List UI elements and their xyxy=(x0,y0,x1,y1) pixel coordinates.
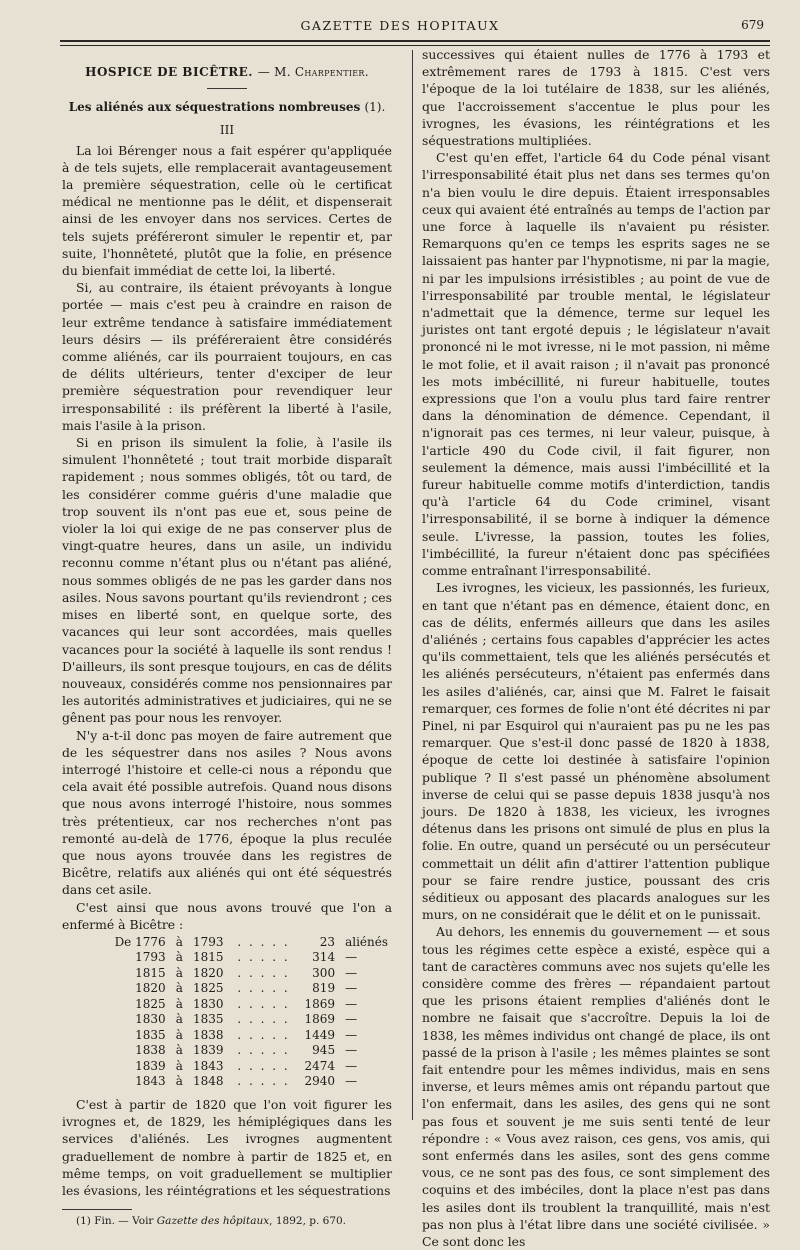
stats-to-year: 1843 xyxy=(193,1058,224,1073)
stats-to-year: 1835 xyxy=(193,1012,224,1027)
stats-to-year: 1848 xyxy=(193,1074,224,1089)
stats-leader-dots: . . . . . xyxy=(237,950,290,965)
article-author: — M. Charpentier. xyxy=(257,65,369,79)
paragraph: Les ivrognes, les vicieux, les passionnés, les furieux, en tant que n'étant pas en démence, étaient donc, en cas de délits, enfermés ailleurs que dans les asiles d'aliénés ; certains fous capables d'apprécier les actes qu'ils commettaient, tels que les aliénés persécutés et les aliénés persécuteurs, n'étaient pas enfermés dans les asiles d'aliénés, car, ainsi que M. Falret le faisait remarquer, ces formes de folie n'ont été décrites ni par Pinel, ni par Esquirol qui n'auraient pas pu ne les pas remarquer. Que s'est-il donc passé de 1820 à 1838, époque de cette loi destinée à satisfaire l'opinion publique ? Il s'est passé un phénomène absolument inverse de celui qui se passe depuis 1838 jusqu'à nos jours. De 1820 à 1838, les vicieux, les ivrognes détenus dans les prisons ont simulé de plus en plus la folie. En outre, quand un persécuté ou un persécuteur commettait un délit afin d'attirer l'attention publique pour se faire rendre justice, poussant des cris séditieux ou apposant des placards analogues sur les murs, on ne considérait que le délit et on le punissait. xyxy=(422,580,770,923)
table-row xyxy=(110,1028,392,1044)
table-row xyxy=(110,935,392,951)
stats-unit: aliénés xyxy=(345,934,388,949)
article-title xyxy=(62,64,392,81)
article-title-main: HOSPICE DE BICÊTRE. xyxy=(85,65,253,79)
running-header: GAZETTE DES HOPITAUX xyxy=(300,18,500,33)
paragraph: Au dehors, les ennemis du gouvernement — et sous tous les régimes cette espèce a existé, espèce qui a tant de caractères communs avec nos sujets qu'elle les considère comme des frères — répandaient partout que les prisons étaient remplies d'aliénés dont le nombre ne faisait que s'accroître. Depuis la loi de 1838, les mêmes individus ont changé de place, ils ont passé de la prison à l'asile ; les mêmes plaintes se sont fait entendre pour les mêmes individus, mais en sens inverse, et leurs mêmes amis ont répandu partout que l'on enfermait, dans les asiles, des gens qui ne sont pas fous et souvent je me suis senti tenté de leur répondre : « Vous avez raison, ces gens, vos amis, qui sont enfermés dans les asiles, sont des gens comme vous, ce ne sont pas des fous, ce sont simplement des coquins et des imbéciles, dont la place n'est pas dans les asiles dont ils troublent la tranquillité, mais n'est pas non plus à l'état libre dans une société civilisée. » Ce sont donc les xyxy=(422,924,770,1250)
stats-count: 300 xyxy=(312,965,336,980)
stats-unit: — xyxy=(345,965,358,980)
stats-count: 314 xyxy=(312,950,336,965)
paragraph: C'est qu'en effet, l'article 64 du Code pénal visant l'irresponsabilité était plus net dans ses termes qu'on n'a bien voulu le dire depuis. Étaient irresponsables ceux qui avaient été entraînés au temps de l'action par une force à laquelle ils n'avaient pu résister. Remarquons qu'en ce temps les esprits sages ne se laissaient pas hanter par l'hypnotisme, ni par la magie, ni par les impulsions irrésistibles ; au point de vue de l'irresponsabilité par trouble mental, le législateur n'admettait que la démence, terme sur lequel les juristes ont tant ergoté depuis ; le législateur n'avait prononcé ni le mot ivresse, ni le mot passion, ni même le mot folie, et il avait raison ; il n'avait pas prononcé les mots imbécillité, ni fureur habituelle, toutes expressions que l'on a voulu plus tard faire rentrer dans la dénomination de démence. Cependant, il n'ignorait pas ces termes, ni leur valeur, puisque, à l'article 490 du Code civil, il fait figurer, non seulement la démence, mais aussi l'imbécillité et la fureur habituelle comme motifs d'interdiction, tandis qu'à l'article 64 du Code criminel, visant l'irresponsabilité, il se borne à indiquer la démence seule. L'ivresse, la passion, toutes les folies, l'imbécillité, la fureur n'étaient donc pas spécifiées comme entraînant l'irresponsabilité. xyxy=(422,150,770,579)
stats-to-year: 1838 xyxy=(193,1027,224,1042)
stats-separator: à xyxy=(175,1058,183,1073)
stats-unit: — xyxy=(345,1043,358,1058)
stats-count: 2474 xyxy=(304,1058,336,1073)
stats-from-year: 1815 xyxy=(135,965,166,980)
stats-to-year: 1825 xyxy=(193,981,224,996)
stats-to-year: 1820 xyxy=(193,965,224,980)
stats-separator: à xyxy=(175,965,183,980)
stats-leader-dots: . . . . . xyxy=(237,1043,290,1058)
table-row xyxy=(110,1012,392,1028)
stats-separator: à xyxy=(175,1012,183,1027)
paragraph: Si en prison ils simulent la folie, à l'asile ils simulent l'honnêteté ; tout trait morbide disparaît rapidement ; nous sommes obligés, tôt ou tard, de les considérer comme guéris d'une maladie que trop souvent ils n'ont pas eue et, sous peine de violer la loi qui exige de ne pas conserver plus de vingt-quatre heures, dans un asile, un individu reconnu comme n'étant plus ou n'étant pas aliéné, nous sommes obligés de ne pas les garder dans nos asiles. Nous savons pourtant qu'ils reviendront ; ces mises en liberté sont, en quelque sorte, des vacances qui leur sont accordées, mais quelles vacances pour la société à laquelle ils sont rendus ! D'ailleurs, ils sont presque toujours, en cas de délits nouveaux, considérés comme nos pensionnaires par les autorités administratives et judiciaires, qui ne se gênent pas pour nous les renvoyer. xyxy=(62,435,392,726)
stats-count: 2940 xyxy=(304,1074,336,1089)
stats-leader-dots: . . . . . xyxy=(237,1058,290,1073)
table-row xyxy=(110,966,392,982)
stats-count: 1869 xyxy=(304,996,336,1011)
stats-from-year: 1793 xyxy=(135,950,166,965)
stats-leader-dots: . . . . . xyxy=(237,1074,290,1089)
paragraph: La loi Bérenger nous a fait espérer qu'appliquée à de tels sujets, elle remplacerait avantageusement la première séquestration, celle où le certificat médical ne mentionne pas le délit, et dispenserait ainsi de les envoyer dans nos services. Certes de tels sujets préféreront simuler le repentir et, par suite, l'honnêteté, plutôt que la folie, en présence du bienfait immédiat de cette loi, la liberté. xyxy=(62,142,392,279)
paragraph: C'est à partir de 1820 que l'on voit figurer les ivrognes et, de 1829, les hémiplégiques dans les services d'aliénés. Les ivrognes augmentent graduellement de nombre à partir de 1825 et, en même temps, on voit graduellement se multiplier les évasions, les réintégrations et les séquestrations xyxy=(62,1096,392,1198)
paragraph: N'y a-t-il donc pas moyen de faire autrement que de les séquestrer dans nos asiles ? Nous avons interrogé l'histoire et celle-ci nous a répondu que cela avait été possible autrefois. Quand nous disons que nous avons interrogé l'histoire, nous sommes très prétentieux, car nos recherches n'ont pas remonté au-delà de 1776, époque la plus reculée que nous ayons trouvée dans les registres de Bicêtre, relatifs aux aliénés qui ont été séquestrés dans cet asile. xyxy=(62,727,392,898)
stats-from-year: 1838 xyxy=(135,1043,166,1058)
page-number: 679 xyxy=(741,18,764,32)
subtitle-note-ref: (1). xyxy=(364,100,386,115)
footnote-prefix: (1) Fin. — Voir xyxy=(76,1215,154,1228)
stats-separator: à xyxy=(175,1027,183,1042)
table-row xyxy=(110,1043,392,1059)
stats-from-year: 1830 xyxy=(135,1012,166,1027)
header-rule xyxy=(60,40,770,42)
stats-to-year: 1839 xyxy=(193,1043,224,1058)
stats-from-year: 1835 xyxy=(135,1027,166,1042)
stats-to-year: 1830 xyxy=(193,996,224,1011)
footnote-reference: Gazette des hôpitaux xyxy=(156,1215,270,1228)
stats-separator: à xyxy=(175,996,183,1011)
paragraph: C'est ainsi que nous avons trouvé que l'on a enfermé à Bicêtre : xyxy=(62,899,392,932)
stats-leader-dots: . . . . . xyxy=(237,1027,290,1042)
article-subtitle xyxy=(62,99,392,116)
stats-separator: à xyxy=(175,1074,183,1089)
stats-count: 819 xyxy=(312,981,336,996)
stats-to-year: 1815 xyxy=(193,950,224,965)
left-column xyxy=(62,60,392,1228)
stats-from-year: 1820 xyxy=(135,981,166,996)
stats-separator: à xyxy=(175,934,183,949)
paragraph: Si, au contraire, ils étaient prévoyants à longue portée — mais c'est peu à craindre en raison de leur extrême tendance à satisfaire immédiatement leurs désirs — ils préféreraient être considérés comme aliénés, car ils pourraient toujours, en cas de délits ultérieurs, tenter d'exciper de leur première séquestration pour revendiquer leur irresponsabilité : ils préfèrent la liberté à l'asile, mais l'asile à la prison. xyxy=(62,280,392,433)
statistics-table xyxy=(110,935,392,1090)
stats-from-year: 1825 xyxy=(135,996,166,1011)
stats-from-year: 1839 xyxy=(135,1058,166,1073)
stats-unit: — xyxy=(345,1058,358,1073)
stats-count: 1869 xyxy=(304,1012,336,1027)
stats-unit: — xyxy=(345,1027,358,1042)
stats-unit: — xyxy=(345,996,358,1011)
stats-leader-dots: . . . . . xyxy=(237,981,290,996)
stats-separator: à xyxy=(175,1043,183,1058)
footnote xyxy=(62,1214,392,1228)
stats-from-year: 1843 xyxy=(135,1074,166,1089)
stats-leader-dots: . . . . . xyxy=(237,1012,290,1027)
stats-count: 1449 xyxy=(304,1027,336,1042)
stats-leader-dots: . . . . . xyxy=(237,934,290,949)
paragraph: successives qui étaient nulles de 1776 à 1793 et extrêmement rares de 1793 à 1815. C'est vers l'époque de la loi tutélaire de 1838, sur les aliénés, que l'accroissement s'accentue le plus pour les ivrognes, les évasions, les réintégrations et les séquestrations multipliées. xyxy=(422,47,770,149)
stats-unit: — xyxy=(345,950,358,965)
subtitle-text: Les aliénés aux séquestrations nombreuses xyxy=(68,100,361,115)
stats-from-year: De 1776 xyxy=(114,934,166,949)
stats-to-year: 1793 xyxy=(193,934,224,949)
stats-separator: à xyxy=(175,950,183,965)
table-row xyxy=(110,997,392,1013)
stats-leader-dots: . . . . . xyxy=(237,996,290,1011)
stats-count: 945 xyxy=(312,1043,336,1058)
stats-separator: à xyxy=(175,981,183,996)
table-row xyxy=(110,1074,392,1090)
footnote-suffix: , 1892, p. 670. xyxy=(269,1215,347,1228)
title-rule xyxy=(207,88,247,89)
footnote-rule xyxy=(62,1209,132,1210)
right-column xyxy=(422,46,770,1250)
table-row xyxy=(110,950,392,966)
table-row xyxy=(110,981,392,997)
stats-count: 23 xyxy=(319,934,336,949)
stats-leader-dots: . . . . . xyxy=(237,965,290,980)
stats-unit: — xyxy=(345,1074,358,1089)
section-number: III xyxy=(219,123,235,138)
stats-unit: — xyxy=(345,981,358,996)
column-divider xyxy=(412,50,413,1120)
table-row xyxy=(110,1059,392,1075)
stats-unit: — xyxy=(345,1012,358,1027)
